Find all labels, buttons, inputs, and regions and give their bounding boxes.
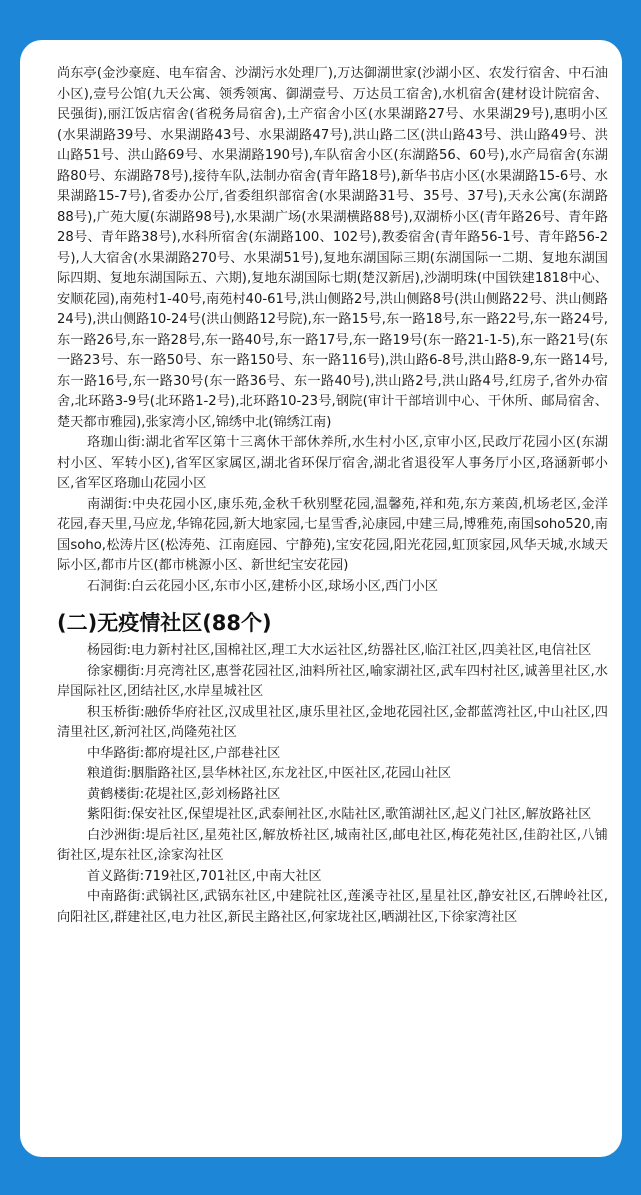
shouyilu-street-paragraph: 首义路街:719社区,701社区,中南大社区: [87, 868, 322, 884]
baishazhou-street-paragraph: 白沙洲街:堤后社区,星苑社区,解放桥社区,城南社区,邮电社区,梅花苑社区,佳韵社区,八铺街社区,堤东社区,涂家沟社区: [57, 827, 608, 863]
zhongnanlu-street-paragraph: 中南路街:武锅社区,武锅东社区,中建院社区,莲溪寺社区,星星社区,静安社区,石牌岭社区,向阳社区,群建社区,电力社区,新民主路社区,何家垅社区,晒湖社区,下徐家湾社区: [57, 889, 608, 925]
huanghelou-street-paragraph: 黄鹤楼街:花堤社区,彭刘杨路社区: [87, 786, 281, 802]
yangyuan-street-paragraph: 杨园街:电力新村社区,国棉社区,理工大水运社区,纺器社区,临江社区,四美社区,电信社区: [87, 643, 592, 658]
notice-card: [20, 40, 622, 1157]
ziyang-street-paragraph: 紫阳街:保安社区,保望堤社区,武泰闸社区,水陆社区,歌笛湖社区,起义门社区,解放路社区: [87, 807, 592, 822]
nanhu-street-paragraph: 南湖街:中央花园小区,康乐苑,金秋千秋别墅花园,温馨苑,祥和苑,东方莱茵,机场老区,金洋花园,春天里,马应龙,华锦花园,新大地家园,七星雪香,沁康园,中建三局,博雅苑,南国soho520,南国soho,松涛片区(松涛苑、江南庭园、宁静苑),宝安花园,阳光花园,虹顶家园,风华天城,水域天际小区,都市片区(都市桃源小区、新世纪宝安花园): [57, 496, 608, 573]
community-list-paragraph: 尚东亭(金沙豪庭、电车宿舍、沙湖污水处理厂),万达御湖世家(沙湖小区、农发行宿舍、中石油小区),壹号公馆(九天公寓、领秀领寓、御湖壹号、万达员工宿舍),水机宿舍(建材设计院宿舍、民强街),丽江饭店宿舍(省税务局宿舍),土产宿舍小区(水果湖路27号、水果湖29号),惠明小区(水果湖路39号、水果湖路43号、水果湖路47号),洪山路二区(洪山路43号、洪山路49号、洪山路51号、洪山路69号、水果湖路190号),车队宿舍小区(东湖路56、60号),水产局宿舍(东湖路80号、东湖路78号),接待车队,法制办宿舍(青年路18号),新华书店小区(水果湖路15-6号、水果湖路15-7号),省委办公厅,省委组织部宿舍(水果湖路31号、35号、37号),天永公寓(东湖路88号),广苑大厦(东湖路98号),水果湖广场(水果湖横路88号),双湖桥小区(青年路26号、青年路28号、青年路38号),水科所宿舍(东湖路100、102号),教委宿舍(青年路56-1号、青年路56-2号),人大宿舍(水果湖路270号、水果湖51号),复地东湖国际三期(东湖国际一二期、复地东湖国际四期、复地东湖国际五、六期),复地东湖国际七期(楚汉新居),沙湖明珠(中国铁建1818中心、安顺花园),南苑村1-40号,南苑村40-61号,洪山侧路2号,洪山侧路8号(洪山侧路22号、洪山侧路24号),洪山侧路10-24号(洪山侧路12号院),东一路15号,东一路18号,东一路22号,东一路24号,东一路26号,东一路28号,东一路40号,东一路17号,东一路19号(东一路21-1-5),东一路21号(东一路23号、东一路50号、东一路150号、东一路116号),洪山路6-8号,洪山路8-9,东一路14号,东一路16号,东一路30号(东一路36号、东一路40号),洪山路2号,洪山路4号,红房子,省外办宿舍,北环路3-9号(北环路1-2号),北环路10-23号,钢院(审计干部培训中心、干休所、邮局宿舍、楚天都市雅园),张家湾小区,锦绣中北(锦绣江南): [57, 66, 608, 430]
zhonghualu-street-paragraph: 中华路街:都府堤社区,户部巷社区: [87, 745, 281, 761]
shidong-street-paragraph: 石洞街:白云花园小区,东市小区,建桥小区,球场小区,西门小区: [87, 578, 438, 594]
jiyuqiao-street-paragraph: 积玉桥街:融侨华府社区,汉成里社区,康乐里社区,金地花园社区,金都蓝湾社区,中山社区,四清里社区,新河社区,尚隆苑社区: [57, 704, 608, 740]
liangdao-street-paragraph: 粮道街:胭脂路社区,昙华林社区,东龙社区,中医社区,花园山社区: [87, 766, 452, 781]
xujiapeng-street-paragraph: 徐家棚街:月亮湾社区,惠誉花园社区,油料所社区,喻家湖社区,武车四村社区,诚善里社区,水岸国际社区,团结社区,水岸星城社区: [57, 663, 608, 699]
luojiashan-street-paragraph: 珞珈山街:湖北省军区第十三离休干部休养所,水生村小区,京审小区,民政厅花园小区(东湖村小区、军转小区),省军区家属区,湖北省环保厅宿舍,湖北省退役军人事务厅小区,珞涵新邨小区,省军区珞珈山花园小区: [57, 435, 608, 491]
section-heading: (二)无疫情社区(88个): [57, 611, 272, 635]
